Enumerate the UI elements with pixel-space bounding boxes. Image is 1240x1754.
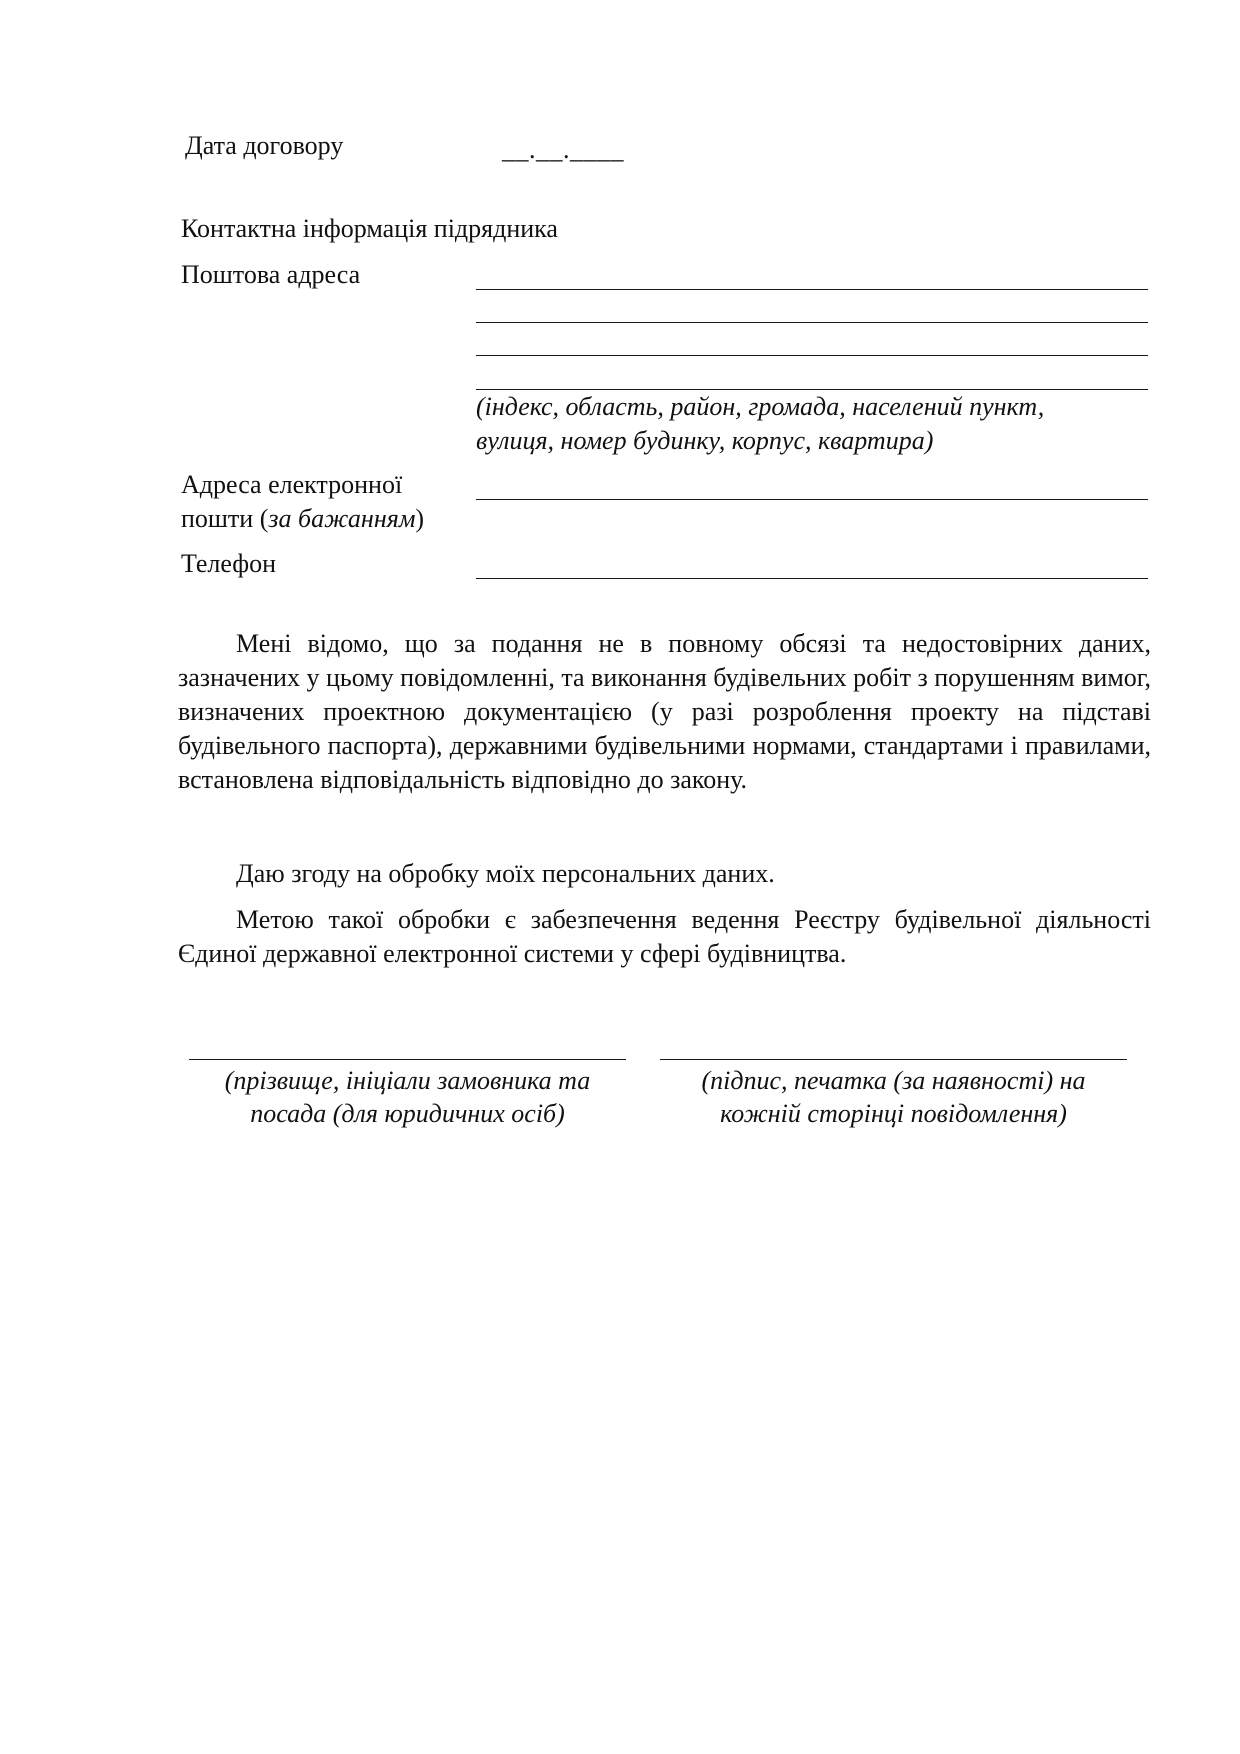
contract-date-label: Дата договору bbox=[185, 131, 344, 160]
customer-name-line bbox=[189, 1059, 626, 1060]
phone-line bbox=[476, 578, 1148, 579]
email-line bbox=[476, 499, 1148, 500]
signature-caption-line-1: (підпис, печатка (за наявності) на bbox=[701, 1066, 1086, 1095]
postal-address-hint-line-2: вулиця, номер будинку, корпус, квартира) bbox=[476, 426, 934, 455]
email-label-line-1: Адреса електронної bbox=[181, 470, 403, 499]
postal-address-line-2 bbox=[476, 322, 1148, 323]
purpose-paragraph: Метою такої обробки є забезпечення ведення Реєстру будівельної діяльності Єдиної державної електронної системи у сфері будівництва. bbox=[178, 905, 1151, 968]
phone-label: Телефон bbox=[181, 549, 277, 578]
signature-line bbox=[660, 1059, 1127, 1060]
email-label-line-2 bbox=[181, 502, 424, 536]
liability-paragraph: Мені відомо, що за подання не в повному обсязі та недостовірних даних, зазначених у цьому повідомленні, та виконання будівельних робіт з порушенням вимог, визначених проектною документацією (у разі розроблення проекту на підставі будівельного паспорта), державними будівельними нормами, стандартами і правилами, встановлена відповідальність відповідно до закону. bbox=[178, 629, 1152, 794]
customer-name-caption-line-1: (прізвище, ініціали замовника та bbox=[224, 1066, 591, 1095]
consent-paragraph: Даю згоду на обробку моїх персональних даних. bbox=[236, 859, 775, 888]
email-label-suffix: ) bbox=[415, 504, 425, 533]
postal-address-line-3 bbox=[476, 355, 1148, 356]
signature-caption bbox=[660, 1064, 1127, 1130]
customer-name-caption-line-2: посада (для юридичних осіб) bbox=[250, 1099, 565, 1128]
email-label-prefix: пошти ( bbox=[181, 504, 269, 533]
contract-date-blank: __.__.____ bbox=[502, 135, 624, 164]
contact-info-heading: Контактна інформація підрядника bbox=[181, 214, 558, 243]
postal-address-line-1 bbox=[476, 289, 1148, 290]
postal-address-label: Поштова адреса bbox=[181, 260, 361, 289]
postal-address-hint-line-1: (індекс, область, район, громада, населений пункт, bbox=[476, 392, 1045, 421]
customer-name-caption bbox=[189, 1064, 626, 1130]
email-optional-note: за бажанням bbox=[268, 504, 416, 533]
signature-caption-line-2: кожній сторінці повідомлення) bbox=[720, 1099, 1067, 1128]
